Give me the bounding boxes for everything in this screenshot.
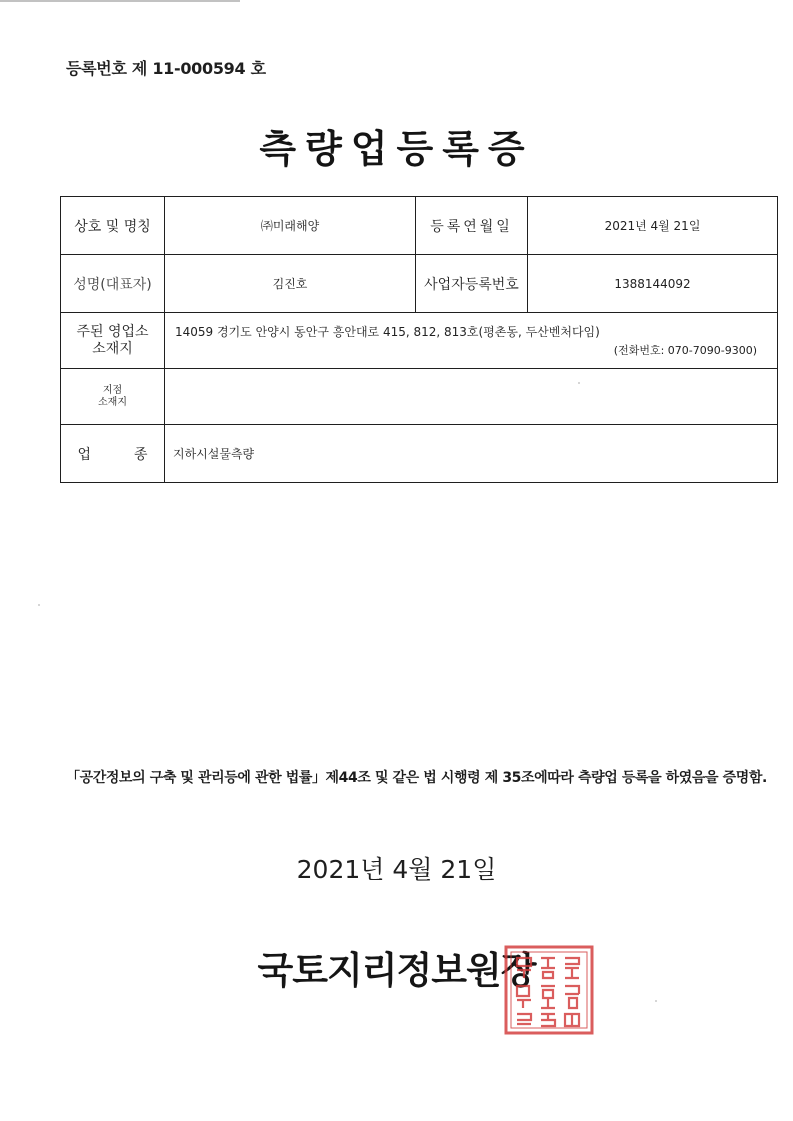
scan-edge-artifact — [0, 0, 240, 2]
scan-speck — [578, 382, 580, 384]
value-branch — [165, 369, 778, 425]
label-business-number: 사업자등록번호 — [416, 255, 528, 313]
label-main-office-line1: 주된 영업소 — [76, 323, 149, 340]
label-company-name: 상호 및 명칭 — [61, 197, 165, 255]
registration-info-table — [60, 196, 778, 483]
label-branch-line2: 소재지 — [98, 396, 127, 408]
issue-date: 2021년 4월 21일 — [296, 855, 497, 884]
value-business-type: 지하시설물측량 — [165, 425, 778, 483]
scan-speck — [655, 1000, 657, 1002]
table-row-name — [61, 197, 778, 255]
label-branch-line1: 지점 — [102, 384, 123, 396]
label-business-type — [61, 425, 165, 483]
label-representative: 성명(대표자) — [61, 255, 165, 313]
table-row-branch — [61, 369, 778, 425]
certification-statement: 「공간정보의 구축 및 관리등에 관한 법률」제44조 및 같은 법 시행령 제 35조에따라 측량업 등록을 하였음을 증명함. — [66, 770, 767, 786]
document-title: 측량업등록증 — [259, 127, 534, 171]
value-business-number: 1388144092 — [528, 255, 778, 313]
value-registration-date: 2021년 4월 21일 — [528, 197, 778, 255]
main-office-phone: (전화번호: 070-7090-9300) — [613, 344, 757, 357]
table-row-main-office — [61, 313, 778, 369]
label-business-type-a: 업 — [77, 446, 92, 463]
label-main-office — [61, 313, 165, 369]
value-main-office — [165, 313, 778, 369]
issuer-name: 국토지리정보원장 — [257, 949, 536, 992]
label-branch — [61, 369, 165, 425]
label-business-type-b: 종 — [133, 446, 148, 463]
main-office-address: 14059 경기도 안양시 동안구 흥안대로 415, 812, 813호(평촌동, 두산벤처다임) — [175, 325, 600, 339]
table-row-business-type — [61, 425, 778, 483]
label-registration-date: 등록연월일 — [416, 197, 528, 255]
value-company-name: ㈜미래해양 — [165, 197, 416, 255]
scan-speck — [38, 604, 40, 606]
table-row-representative — [61, 255, 778, 313]
value-representative: 김진호 — [165, 255, 416, 313]
label-main-office-line2: 소재지 — [92, 340, 133, 357]
official-seal-icon — [503, 944, 595, 1036]
registration-number: 등록번호 제 11-000594 호 — [66, 59, 266, 78]
